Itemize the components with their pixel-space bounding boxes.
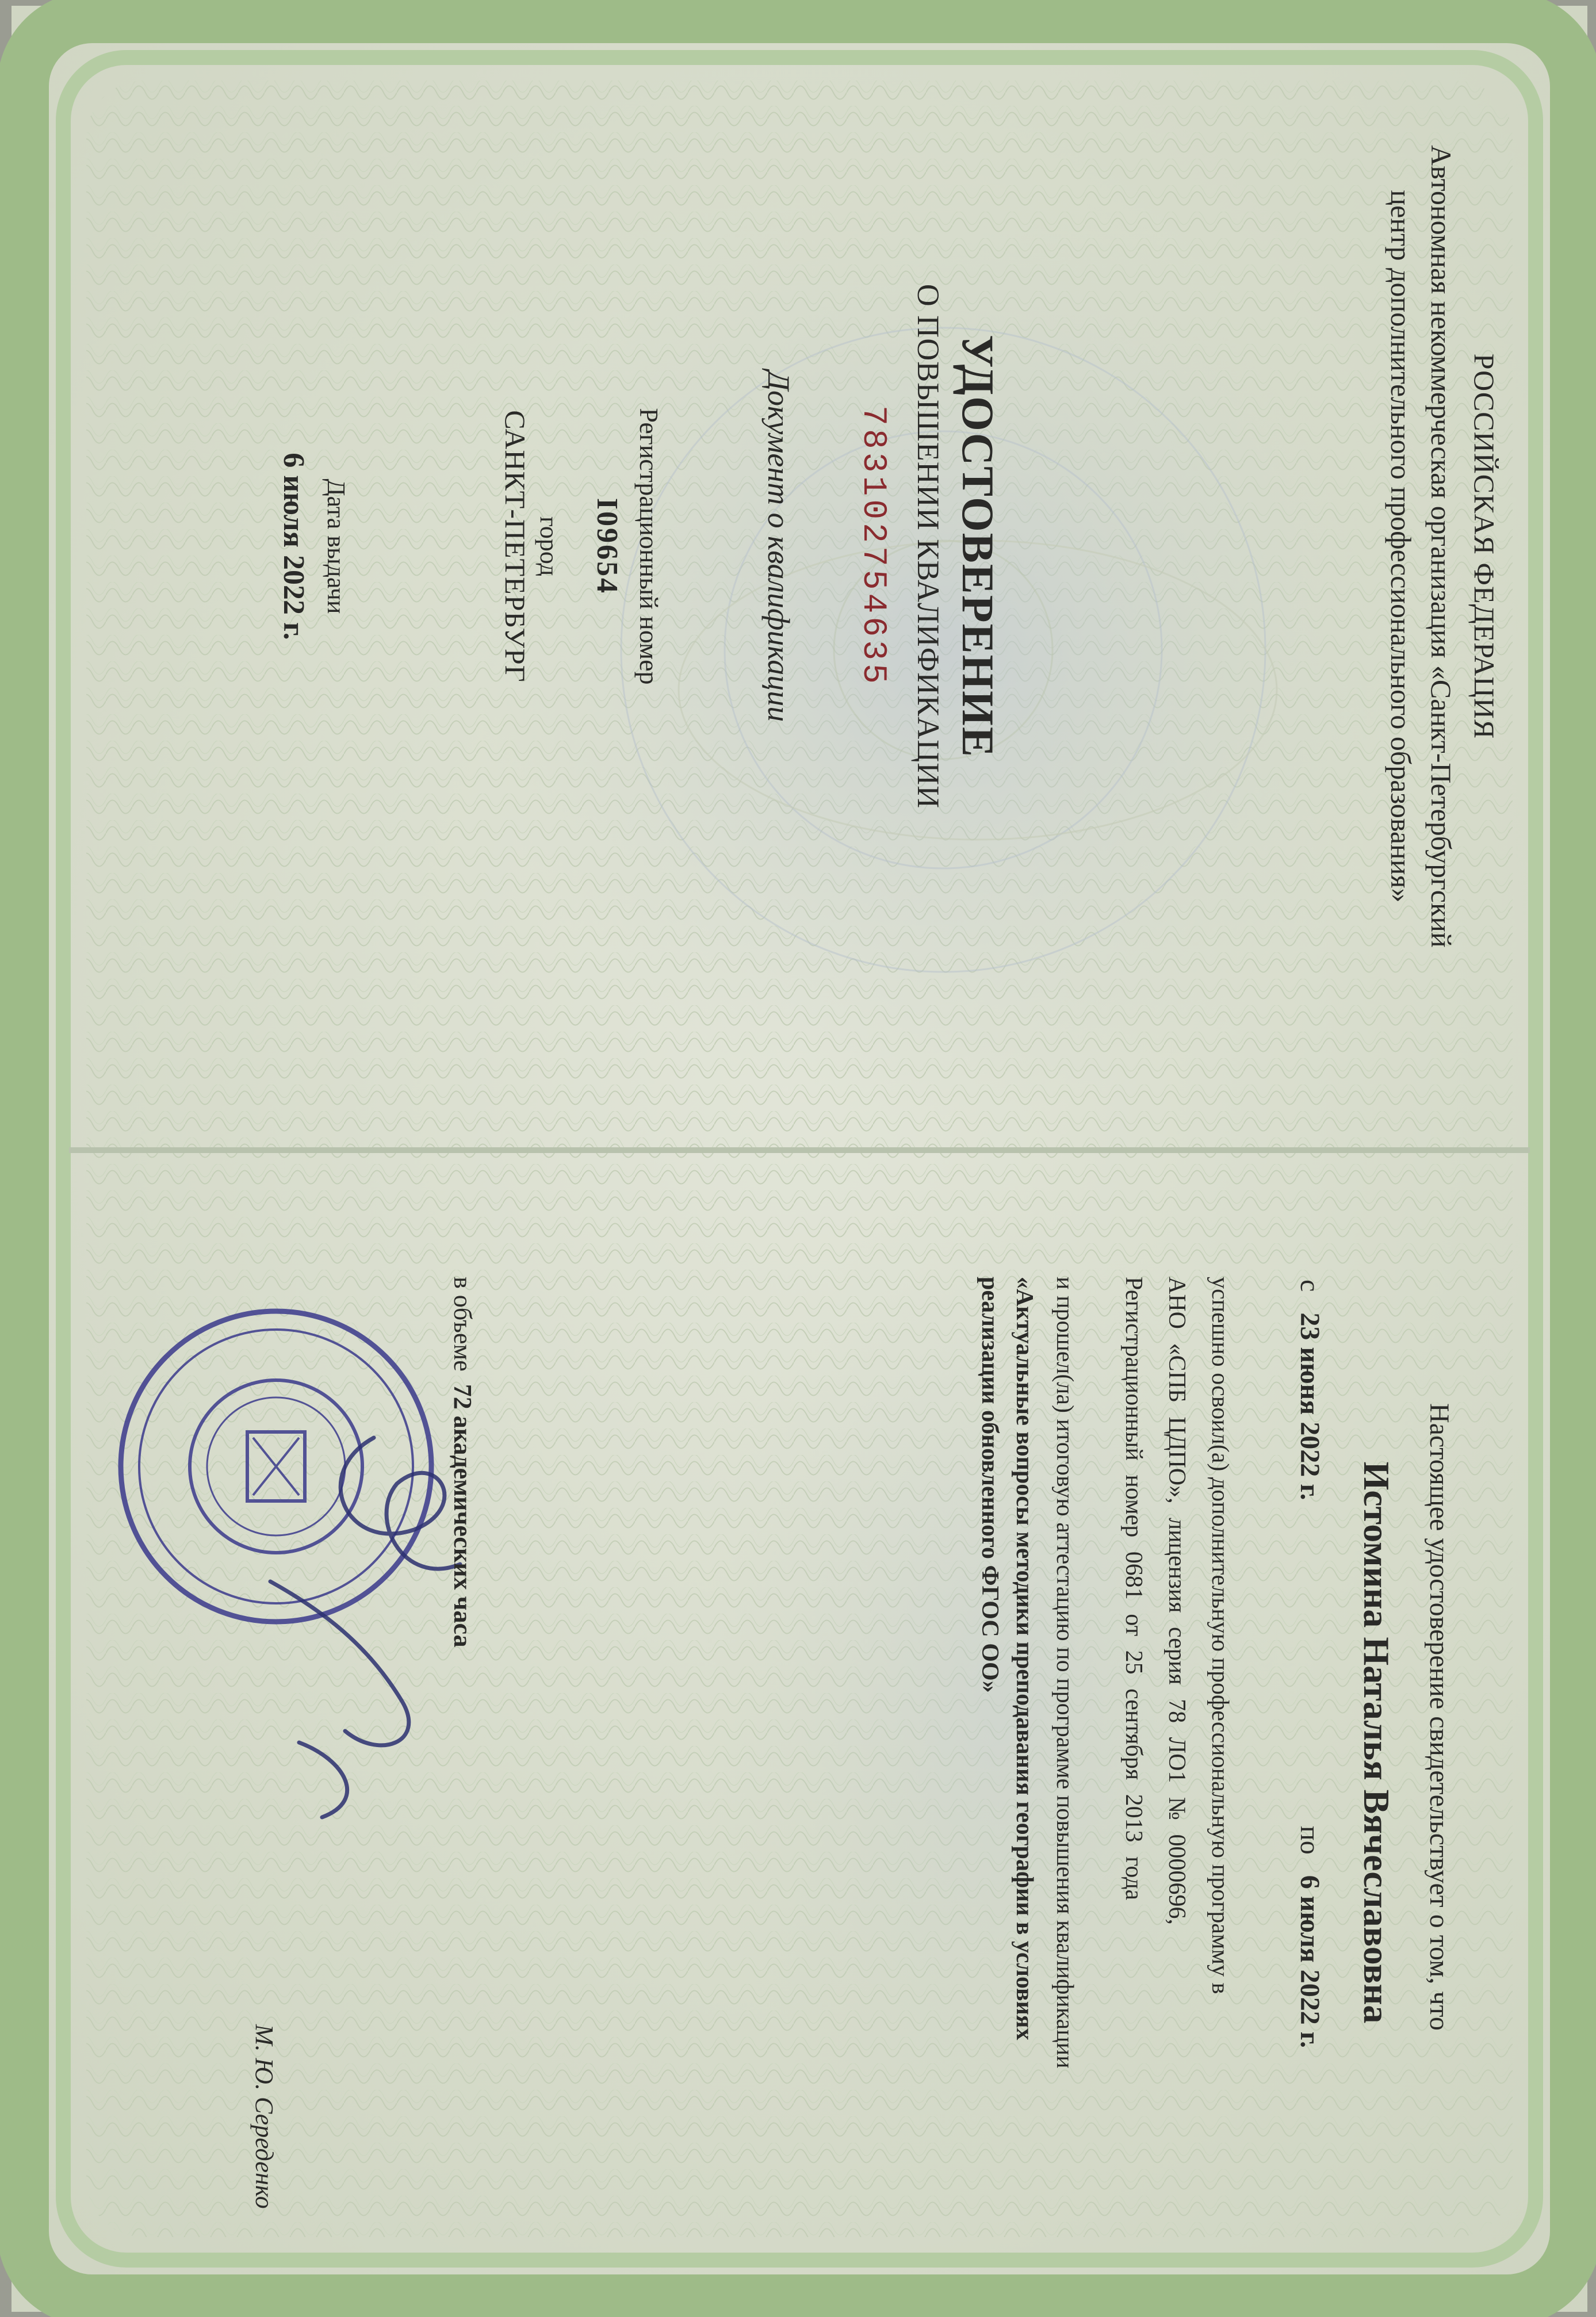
body-line1: успешно освоил(а) дополнительную профессиональную программу в	[1207, 1277, 1233, 1994]
body-line4: и прошел(ла) итоговую аттестацию по программе повышения квалификации	[1051, 1277, 1078, 2069]
document-title: УДОСТОВЕРЕНИЕ	[953, 335, 1003, 758]
registration-number: I09654	[591, 497, 623, 595]
volume-hours: 72 академических часа	[449, 1384, 477, 1648]
document-type: Документ о квалификации	[761, 370, 796, 722]
organization-line2: центр дополнительного профессионального образования»	[1385, 190, 1417, 903]
body-line3: Регистрационный номер 0681 от 25 сентября 2013 года	[1120, 1277, 1147, 1901]
period-to-prefix: по	[1295, 1826, 1325, 1855]
country-name: РОССИЙСКАЯ ФЕДЕРАЦИЯ	[1468, 353, 1501, 740]
intro-text: Настоящее удостоверение свидетельствует о том, что	[1424, 1403, 1455, 2031]
period-from-date: 23 июня 2022 г.	[1295, 1312, 1325, 1500]
issue-date: 6 июля 2022 г.	[277, 453, 310, 640]
full-name: Истомина Наталья Вячеславовна	[1356, 1461, 1397, 2024]
signer-name: М. Ю. Середенко	[250, 2024, 278, 2209]
period-to-date: 6 июля 2022 г.	[1295, 1875, 1325, 2048]
volume-prefix: в объеме	[449, 1277, 477, 1372]
period-to	[1294, 1826, 1326, 2048]
document-subtitle: О ПОВЫШЕНИИ КВАЛИФИКАЦИИ	[911, 284, 946, 809]
organization-line1: Автономная некоммерческая организация «Санкт-Петербургский	[1425, 145, 1457, 948]
body-line2: АНО «СПБ ЦДПО», лицензия серия 78 ЛО1 № 0000696,	[1163, 1277, 1190, 1925]
registration-label: Регистрационный номер	[634, 408, 664, 685]
period-from-prefix: с	[1295, 1280, 1325, 1292]
volume	[448, 1277, 477, 1648]
issue-date-label: Дата выдачи	[322, 478, 350, 614]
city: САНКТ-ПЕТЕРБУРГ	[499, 410, 531, 683]
period-from	[1294, 1280, 1326, 1500]
city-label: город	[535, 516, 563, 577]
program-line1: «Актуальные вопросы методики преподавания географии в условиях	[1011, 1277, 1038, 2040]
serial-number: 783102754635	[854, 405, 891, 687]
program-line2: реализации обновленного ФГОС ОО»	[977, 1277, 1003, 1693]
